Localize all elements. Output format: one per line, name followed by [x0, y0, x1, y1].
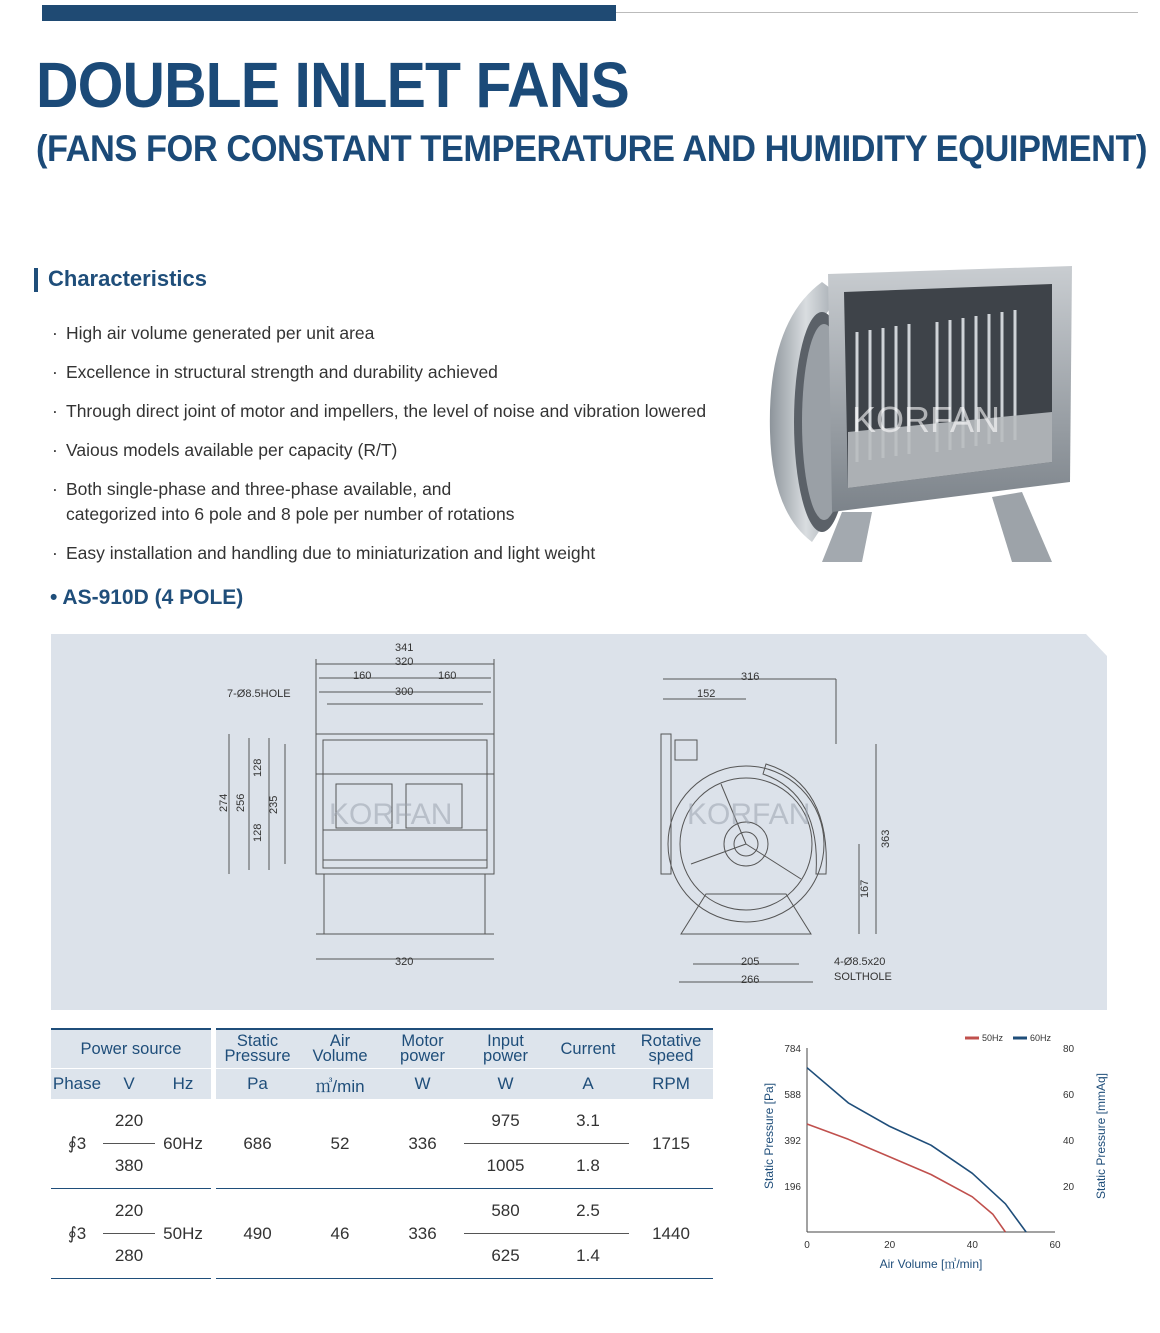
characteristics-list: [52, 320, 732, 579]
characteristics-heading: [34, 266, 207, 292]
unit-a: A: [547, 1069, 629, 1100]
dim-167: 167: [859, 879, 871, 898]
chart-series-line-60Hz: [807, 1068, 1026, 1232]
cell-v2: 380: [103, 1144, 155, 1189]
chart-y-tick-label: 588: [784, 1090, 801, 1101]
spec-table: [51, 1028, 713, 1279]
page-subtitle: (FANS FOR CONSTANT TEMPERATURE AND HUMIDITY EQUIPMENT): [36, 128, 1148, 169]
list-item-continuation: categorized into 6 pole and 8 pole per number of rotations: [66, 504, 515, 524]
unit-phase: Phase: [51, 1069, 103, 1100]
cell-input2: 1005: [464, 1144, 547, 1189]
unit-hz: Hz: [155, 1069, 211, 1100]
chart-y-right-tick-label: 60: [1063, 1090, 1075, 1101]
cell-phase: ∮3: [51, 1189, 103, 1279]
model-heading: • AS-910D (4 POLE): [50, 586, 244, 609]
heading-marker: [34, 268, 38, 292]
table-row: [51, 1189, 713, 1234]
drawing-watermark-side: KORFAN: [687, 798, 811, 831]
cell-v1: 220: [103, 1099, 155, 1144]
unit-flow: ㎥/min: [299, 1069, 381, 1100]
chart-x-tick-label: 0: [804, 1240, 810, 1251]
chart-y-tick-label: 392: [784, 1136, 801, 1147]
cell-v1: 220: [103, 1189, 155, 1234]
dim-152: 152: [697, 688, 716, 700]
cell-current2: 1.4: [547, 1234, 629, 1279]
unit-w-input: W: [464, 1069, 547, 1100]
dim-320-bottom: 320: [395, 956, 414, 968]
cell-current2: 1.8: [547, 1144, 629, 1189]
chart-y-tick-label: 196: [784, 1182, 801, 1193]
cell-rpm: 1715: [629, 1099, 713, 1189]
cell-motor: 336: [381, 1189, 464, 1279]
legend-label-50Hz: 50Hz: [982, 1033, 1004, 1043]
performance-chart: [745, 1024, 1125, 1284]
chart-y-label: Static Pressure [Pa]: [762, 1082, 776, 1190]
dim-235: 235: [268, 795, 280, 814]
chart-x-tick-label: 60: [1049, 1240, 1061, 1251]
dim-128a: 128: [252, 758, 264, 777]
dim-274: 274: [218, 793, 230, 812]
list-item: · Both single-phase and three-phase available, and: [52, 476, 732, 502]
list-item: · Through direct joint of motor and impellers, the level of noise and vibration lowered: [52, 398, 732, 424]
unit-pa: Pa: [216, 1069, 299, 1100]
slot-label-2: SOLTHOLE: [834, 971, 892, 983]
chart-y-right-tick-label: 20: [1063, 1182, 1075, 1193]
chart-y-right-label: Static Pressure [mmAq]: [1094, 1072, 1108, 1200]
dim-320-top: 320: [395, 656, 414, 668]
top-accent-bar: [42, 5, 616, 21]
list-item: · Vaious models available per capacity (R/T): [52, 437, 732, 463]
technical-drawing: [51, 634, 1107, 1010]
header-air-volume: Air Volume: [299, 1029, 381, 1069]
header-motor-power: Motor power: [381, 1029, 464, 1069]
cell-current1: 3.1: [547, 1099, 629, 1144]
header-rotative-speed: Rotative speed: [629, 1029, 713, 1069]
cell-pa: 686: [216, 1099, 299, 1189]
table-row: [51, 1099, 713, 1144]
hole-label: 7-Ø8.5HOLE: [227, 688, 291, 700]
dim-160a: 160: [353, 670, 372, 682]
header-static-pressure: Static Pressure: [216, 1029, 299, 1069]
cell-pa: 490: [216, 1189, 299, 1279]
header-current: Current: [547, 1029, 629, 1069]
chart-y-tick-label: 784: [784, 1044, 801, 1055]
dim-363: 363: [880, 829, 892, 848]
dim-205: 205: [741, 956, 760, 968]
characteristics-heading-text: Characteristics: [48, 266, 207, 291]
list-item: · Easy installation and handling due to miniaturization and light weight: [52, 540, 732, 566]
top-divider-line: [616, 12, 1138, 13]
chart-y-right-tick-label: 80: [1063, 1044, 1075, 1055]
fan-product-photo: [692, 262, 1092, 580]
dim-316: 316: [741, 671, 760, 683]
dim-266: 266: [741, 974, 760, 986]
dim-341: 341: [395, 642, 414, 654]
cell-input1: 580: [464, 1189, 547, 1234]
cell-hz: 50Hz: [155, 1189, 211, 1279]
dim-160b: 160: [438, 670, 457, 682]
list-item: · High air volume generated per unit area: [52, 320, 732, 346]
photo-watermark: KORFAN: [852, 399, 1001, 440]
unit-v: V: [103, 1069, 155, 1100]
dim-128b: 128: [252, 823, 264, 842]
cell-flow: 46: [299, 1189, 381, 1279]
drawing-watermark-front: KORFAN: [329, 798, 453, 831]
dim-300: 300: [395, 686, 414, 698]
slot-label-1: 4-Ø8.5x20: [834, 956, 886, 968]
list-item: · Excellence in structural strength and durability achieved: [52, 359, 732, 385]
chart-series-line-50Hz: [807, 1124, 1005, 1232]
header-input-power: Input power: [464, 1029, 547, 1069]
unit-rpm: RPM: [629, 1069, 713, 1100]
cell-current1: 2.5: [547, 1189, 629, 1234]
cell-rpm: 1440: [629, 1189, 713, 1279]
unit-w-motor: W: [381, 1069, 464, 1100]
chart-x-tick-label: 20: [884, 1240, 896, 1251]
chart-x-tick-label: 40: [966, 1240, 978, 1251]
chart-y-right-tick-label: 40: [1063, 1136, 1075, 1147]
chart-x-label: Air Volume [㎥/min]: [879, 1257, 983, 1271]
cell-flow: 52: [299, 1099, 381, 1189]
page-title: DOUBLE INLET FANS: [36, 49, 629, 121]
legend-label-60Hz: 60Hz: [1030, 1033, 1052, 1043]
cell-input1: 975: [464, 1099, 547, 1144]
cell-phase: ∮3: [51, 1099, 103, 1189]
header-power-source: Power source: [51, 1029, 211, 1069]
cell-input2: 625: [464, 1234, 547, 1279]
cell-hz: 60Hz: [155, 1099, 211, 1189]
cell-motor: 336: [381, 1099, 464, 1189]
cell-v2: 280: [103, 1234, 155, 1279]
dim-256: 256: [235, 793, 247, 812]
